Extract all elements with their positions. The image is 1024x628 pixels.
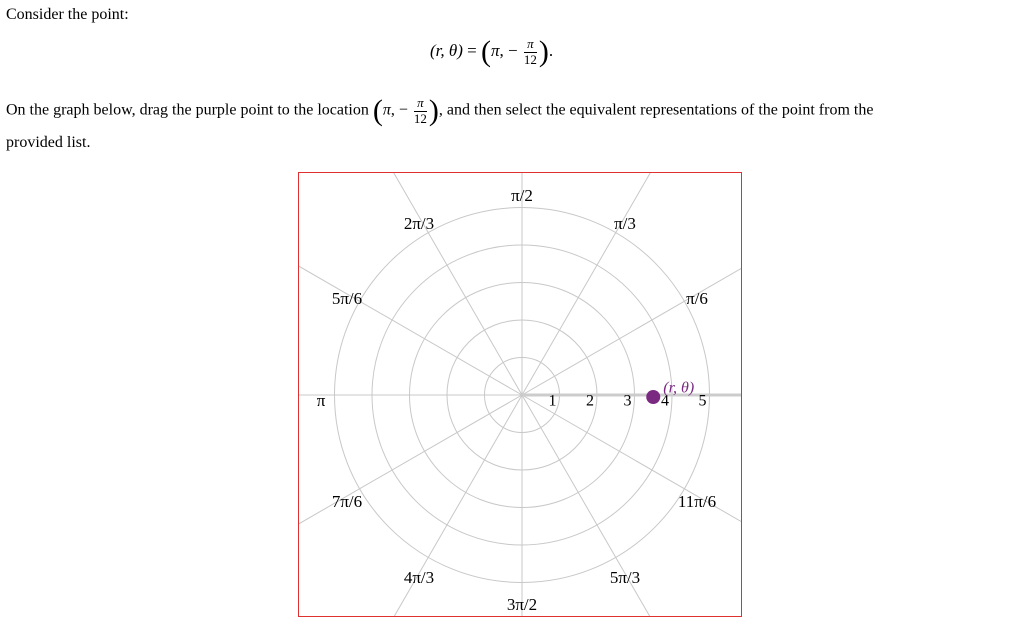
radius-label: 5 <box>698 392 707 410</box>
eq-period: . <box>548 40 554 60</box>
angle-label: 3π/2 <box>506 594 538 614</box>
angle-label: π <box>316 390 326 410</box>
eq-fraction <box>524 37 537 67</box>
eq-open-paren: ( <box>481 35 491 68</box>
instr-fraction-den: 12 <box>413 110 427 126</box>
polar-graph-svg[interactable] <box>299 173 741 616</box>
radius-label: 3 <box>623 392 632 410</box>
angle-label: 5π/6 <box>331 288 363 308</box>
instruction-line2: provided list. <box>6 134 91 151</box>
instr-comma: , <box>390 101 395 119</box>
instr-fraction <box>414 96 427 126</box>
angle-label: 11π/6 <box>677 491 717 511</box>
eq-equals: = <box>467 40 477 60</box>
angle-label: 4π/3 <box>403 567 435 587</box>
angle-label: π/6 <box>686 288 708 308</box>
instr-minus: − <box>398 101 408 119</box>
instr-fraction-num: π <box>414 96 427 111</box>
instr-open-paren: ( <box>372 94 383 127</box>
radius-label: 1 <box>548 392 557 410</box>
angle-label: π/3 <box>614 213 636 233</box>
angle-label: 5π/3 <box>609 567 641 587</box>
polar-graph[interactable] <box>298 172 742 617</box>
radius-label: 2 <box>586 392 594 410</box>
eq-pi: π <box>491 40 500 60</box>
instruction-after: , and then select the equivalent representations of the point from the <box>438 101 874 119</box>
eq-fraction-num: π <box>524 37 537 52</box>
point-equation <box>430 37 553 67</box>
eq-minus: − <box>508 40 518 60</box>
angle-label: 7π/6 <box>331 491 363 511</box>
instruction-before: On the graph below, drag the purple point to the location <box>6 101 369 119</box>
eq-lhs: (r, θ) <box>430 40 463 60</box>
intro-text: Consider the point: <box>6 6 129 23</box>
angle-label: 2π/3 <box>403 213 435 233</box>
eq-comma: , <box>499 40 504 60</box>
radius-label: 4 <box>661 392 669 410</box>
draggable-point[interactable] <box>646 390 660 404</box>
eq-close-paren: ) <box>538 35 549 68</box>
point-label: (r, θ) <box>663 379 695 397</box>
instruction-text <box>6 96 873 126</box>
instr-close-paren: ) <box>428 94 439 127</box>
angle-label: π/2 <box>511 185 533 205</box>
instr-pi: π <box>382 101 391 119</box>
eq-fraction-den: 12 <box>523 51 537 67</box>
